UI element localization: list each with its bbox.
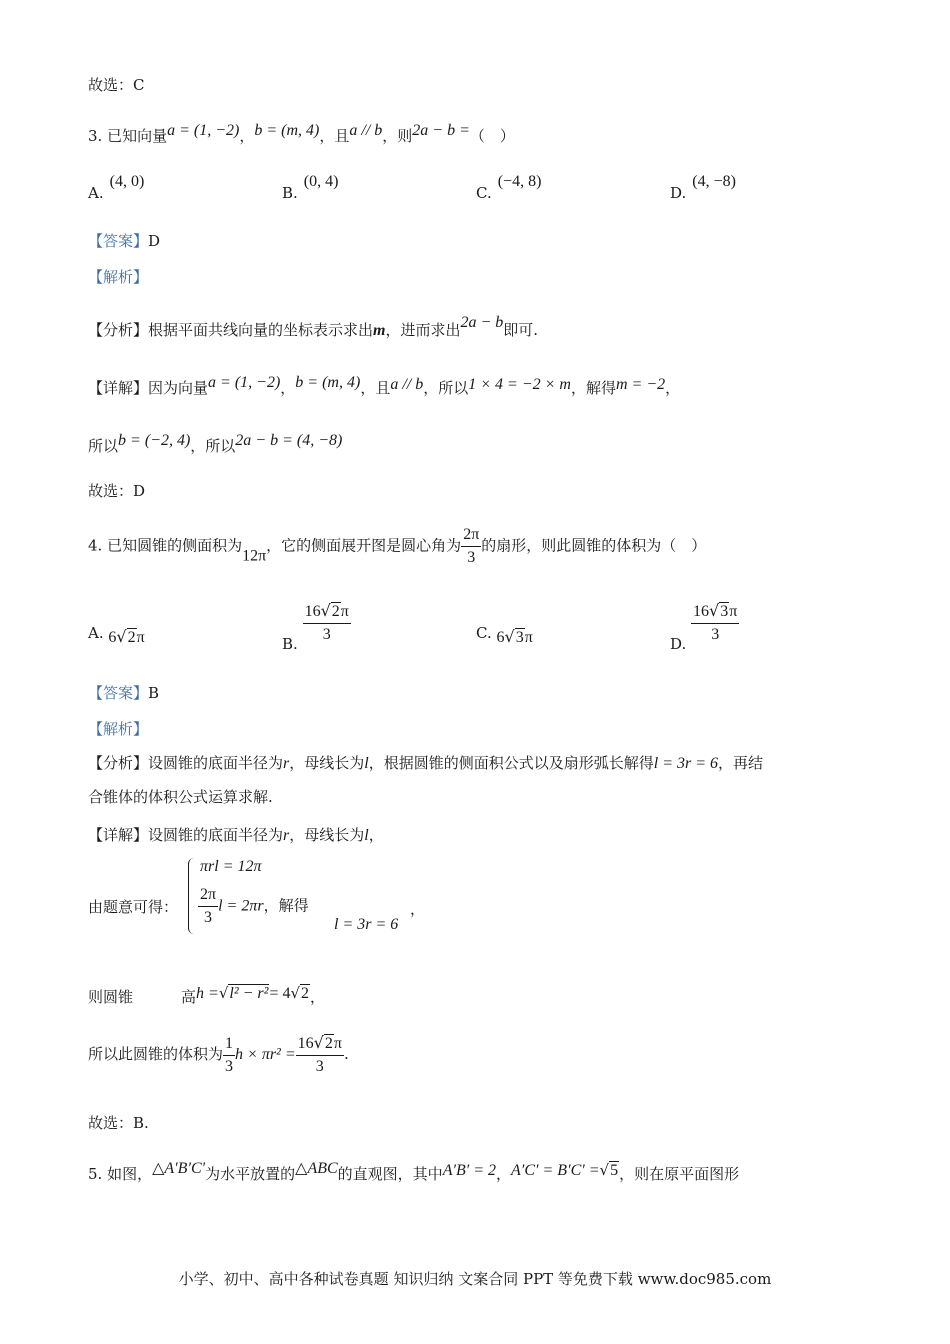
q4-option-b-label: B. [282,635,298,653]
brace-icon [188,858,197,934]
sqrt-icon: √ [709,601,720,620]
q3-option-b-label: B. [282,184,298,202]
q4-volume-result [296,1032,344,1078]
q4-analysis-t2: ，母线长为 [289,754,365,772]
q4-height-label1: 则圆锥 [88,988,134,1006]
q4-analysis-t4: ，再结 [718,754,764,772]
q3-answer [88,230,160,252]
q3-vec-a: a = (1, −2) [167,122,240,139]
q3-option-d-value: (4, −8) [692,173,736,190]
q5-text3: 的直观图，其中 [337,1165,443,1183]
q4-sys-eq1: πrl = 12π [200,858,262,875]
q4-volume-rad: 2 [324,1035,333,1052]
q4-option-d-label: D. [670,635,687,653]
q4-detail-l: l [364,827,369,844]
q5-text5: ，则在原平面图形 [619,1165,740,1183]
q4-detail-t1: 设圆锥的底面半径为 [148,826,284,844]
q4-option-d-tail: π [729,603,738,620]
q3-analysis-expr: 2a − b [460,314,504,331]
q5-text4: ， [496,1165,512,1183]
q4-option-c-value [497,629,533,646]
q3-detail-text1: 因为向量 [148,379,209,397]
q4-option-b-tail: π [340,603,349,620]
q5-text2: 为水平放置的 [205,1165,296,1183]
q3-option-d-label: D. [670,184,687,202]
q3-detail-a: a = (1, −2) [208,374,281,391]
q4-option-c-rad: 3 [515,629,524,646]
q4-angle-den: 3 [467,549,476,566]
q4-choose: 故选：B. [88,1114,149,1132]
q4-analysis-t1: 设圆锥的底面半径为 [148,754,284,772]
q4-volume-label: 所以此圆锥的体积为 [88,1045,224,1063]
sqrt-icon: √ [116,627,127,646]
q4-option-b-den: 3 [322,626,331,643]
q3-number: 3. 已知向量 [88,127,168,145]
sqrt-icon: √ [504,627,515,646]
q4-sys-eq2 [198,884,309,929]
q4-analysis-r: r [283,755,290,772]
q3-analysis-text1: 根据平面共线向量的坐标表示求出 [148,321,374,339]
q3-line2-b: b = (−2, 4) [118,432,191,449]
sqrt-icon: √ [218,984,229,1002]
q4-detail [88,824,384,847]
q4-sys-eq2-den: 3 [204,909,213,926]
q3-paren: （ ） [469,127,515,145]
q4-number: 4. 已知圆锥的侧面积为 [88,536,243,555]
q3-analysis-text2: ，进而求出 [385,321,461,339]
q3-detail-par: a // b [390,376,424,393]
q4-height [88,982,325,1008]
q4-detail-t3: ， [368,826,384,844]
q4-answer [88,682,159,704]
q4-volume-tail: π [333,1035,342,1052]
q4-sys-result: l = 3r = 6 [334,916,399,933]
q4-volume-frac-num: 1 [223,1033,235,1056]
q4-option-a-coef: 6 [108,629,117,646]
q4-answer-value: B [148,684,160,702]
q4-option-b [282,600,351,653]
q4-analysis-tag: 【解析】 [88,720,149,738]
q4-option-a-tail: π [136,629,145,646]
sqrt-icon: √ [320,601,331,620]
q4-analysis-line2: 合锥体的体积公式运算求解. [88,788,273,806]
q3-option-b [282,173,339,205]
q4-analysis-t3: ，根据圆锥的侧面积公式以及扇形弧长解得 [368,754,654,772]
q3-detail-eq: 1 × 4 = −2 × m [468,376,571,393]
q5-triangle2: △ABC [295,1160,338,1177]
q4-sys-eq2-num: 2π [198,884,218,907]
q3-option-b-value: (0, 4) [303,173,339,190]
sqrt-icon: √ [599,1161,610,1179]
q5-eq2-rad: 5 [610,1162,619,1179]
q3-analysis-text3: 即可. [503,321,539,339]
q4-detail-t2: ，母线长为 [289,826,365,844]
q4-text2: ，它的侧面展开图是圆心角为 [266,536,462,555]
q3-detail-so: ，所以 [423,379,469,397]
q3-stem: 3. 已知向量a = (1, −2)，b = (m, 4)，且a // b，则2a − b =（ ） [88,122,515,145]
q4-option-b-coef: 16 [304,603,321,620]
q4-detail-head: 【详解】 [88,826,149,844]
q4-volume-mid: h × πr² = [235,1046,296,1063]
q3-and: ，且 [319,127,350,145]
q4-option-a-rad: 2 [127,629,136,646]
prev-answer: 故选：C [88,76,145,94]
q3-line2-so: 所以 [88,437,119,455]
q4-sys-solve: ，解得 [263,896,309,915]
q3-parallel: a // b [349,122,383,139]
q3-analysis-tag: 【解析】 [88,268,149,286]
q3-expr: 2a − b = [412,122,470,139]
q4-height-left: h = [196,985,219,1002]
q4-area: 12π [242,547,267,565]
q4-option-b-fraction [303,600,351,646]
q4-volume-end: . [343,1045,349,1063]
page-footer: 小学、初中、高中各种试卷真题 知识归纳 文案合同 PPT 等免费下载 www.doc985.com [178,1270,772,1288]
q3-detail-m: m = −2 [616,376,666,393]
sqrt-icon: √ [290,984,301,1002]
q3-detail-line2 [88,430,342,457]
q4-option-d-den: 3 [711,626,720,643]
q4-height-rad: l² − r² [229,985,269,1002]
q4-option-d-coef: 16 [693,603,710,620]
q4-analysis-head: 【分析】 [88,754,149,772]
q3-analysis [88,312,538,342]
q3-detail-end: ， [665,379,681,397]
q4-option-b-rad: 2 [331,603,340,620]
q4-option-a-label: A. [88,624,104,642]
q3-option-c-label: C. [476,184,492,202]
q3-analysis-head: 【分析】 [88,321,149,339]
q5-eq1: A′B′ = 2 [442,1162,497,1179]
q4-volume-den: 3 [315,1058,324,1075]
q4-sys-eq2-tail: l = 2πr [218,897,264,915]
q4-text3: 的扇形，则此圆锥的体积为（ ） [481,536,707,555]
q4-option-c-coef: 6 [496,629,505,646]
q5-eq2: A′C′ = B′C′ = [511,1162,600,1179]
q5-triangle1: △A′B′C′ [152,1160,206,1177]
q4-stem [88,524,706,569]
q4-option-c-label: C. [476,624,492,642]
q4-option-a-value [108,629,144,646]
q3-option-c-value: (−4, 8) [497,173,542,190]
q4-angle-num: 2π [461,524,481,547]
q3-option-a [88,173,145,205]
q4-height-end: ， [310,988,326,1006]
q4-option-d-fraction [691,600,739,646]
q4-height-label2: 高 [181,988,197,1006]
q3-detail-head: 【详解】 [88,379,149,397]
q4-detail-r: r [283,827,290,844]
q5-stem [88,1158,739,1185]
q4-option-d [670,600,739,653]
q4-analysis-l: l [364,755,369,772]
q4-option-c [476,622,533,645]
q3-then: ，则 [382,127,413,145]
q3-line2-so2: ，所以 [190,437,236,455]
q4-sys-comma: ， [410,900,426,918]
q4-height-right: = 4 [269,985,291,1002]
q3-detail-solve: ，解得 [570,379,616,397]
q3-line2-result: 2a − b = (4, −8) [235,432,343,449]
q3-choose: 故选：D [88,482,146,500]
q4-volume-frac-den: 3 [225,1057,234,1075]
q3-answer-tag: 【答案】 [88,232,149,250]
q3-detail: 【详解】因为向量a = (1, −2)，b = (m, 4)，且a // b，所以1 × 4 = −2 × m，解得m = −2， [88,374,681,397]
q3-option-c [476,173,542,205]
q3-option-a-label: A. [88,184,104,202]
sqrt-icon: √ [313,1033,324,1052]
q3-vec-b: b = (m, 4) [254,122,320,139]
q4-volume-coef: 16 [297,1035,314,1052]
q4-option-a [88,622,145,645]
q4-system-label: 由题意可得： [88,898,179,916]
q3-option-d [670,173,736,205]
q3-detail-and: ，且 [360,379,391,397]
q4-analysis-eq: l = 3r = 6 [653,755,719,772]
q3-analysis-m: m [373,322,386,339]
q4-option-d-rad: 3 [720,603,729,620]
q4-option-c-tail: π [524,629,533,646]
q4-angle-fraction [461,524,481,569]
q5-number: 5. 如图， [88,1165,153,1183]
q4-height-rad2: 2 [301,985,310,1002]
q3-answer-value: D [148,232,161,250]
q3-detail-b: b = (m, 4) [295,374,361,391]
q4-answer-tag: 【答案】 [88,684,149,702]
q4-volume [88,1032,349,1078]
q3-option-a-value: (4, 0) [109,173,145,190]
q4-analysis [88,752,763,775]
